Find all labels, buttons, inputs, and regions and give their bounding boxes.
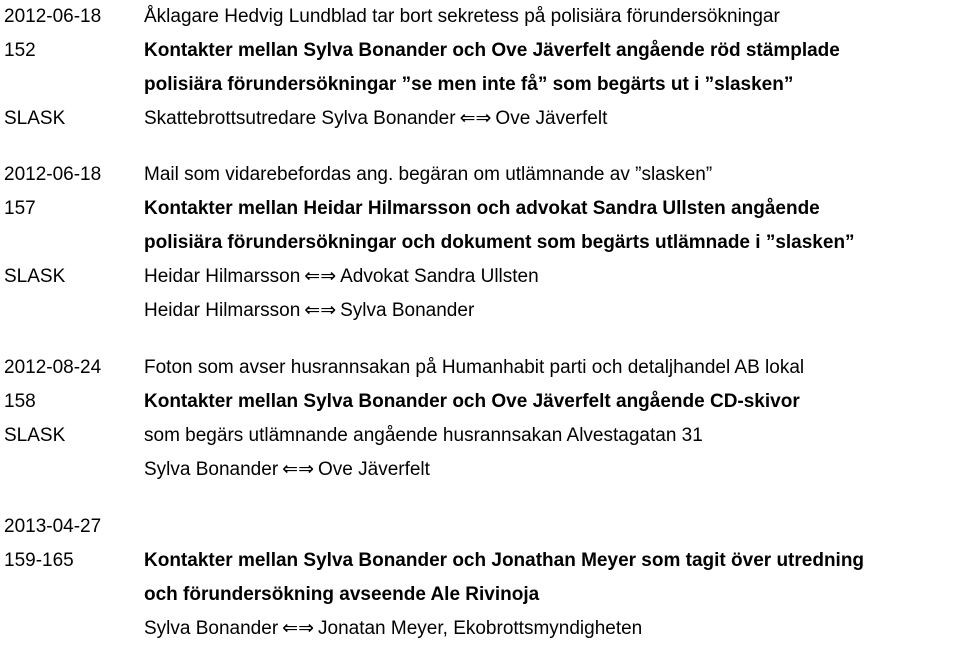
double-arrow-icon: ⇐⇒ bbox=[304, 300, 337, 321]
entry-date: 2012-06-18 bbox=[4, 6, 102, 27]
contact-to: Ove Jäverfelt bbox=[495, 108, 608, 129]
entry-date: 2013-04-27 bbox=[4, 516, 102, 537]
double-arrow-icon: ⇐⇒ bbox=[304, 266, 337, 287]
entry-text: Kontakter mellan Sylva Bonander och Ove Jäverfelt angående CD-skivor bbox=[144, 391, 800, 412]
contact-line bbox=[144, 260, 539, 294]
contact-to: Jonatan Meyer, Ekobrottsmyndigheten bbox=[318, 618, 643, 639]
contact-from: Heidar Hilmarsson bbox=[144, 266, 301, 287]
contact-from: Sylva Bonander bbox=[144, 459, 279, 480]
contact-to: Sylva Bonander bbox=[340, 300, 475, 321]
entry-date: 2012-06-18 bbox=[4, 164, 102, 185]
entry-source: SLASK bbox=[4, 425, 66, 446]
entry-text: Mail som vidarebefordas ang. begäran om utlämnande av ”slasken” bbox=[144, 164, 713, 185]
entry-text: Kontakter mellan Sylva Bonander och Jonathan Meyer som tagit över utredning bbox=[144, 550, 865, 571]
contact-from: Sylva Bonander bbox=[144, 618, 279, 639]
entry-text: polisiära förundersökningar ”se men inte få” som begärts ut i ”slasken” bbox=[144, 74, 794, 95]
contact-line bbox=[144, 453, 430, 487]
contact-line bbox=[144, 294, 474, 328]
contact-to: Advokat Sandra Ullsten bbox=[340, 266, 539, 287]
contact-from: Skattebrottsutredare Sylva Bonander bbox=[144, 108, 456, 129]
entry-text: och förundersökning avseende Ale Rivinoja bbox=[144, 584, 540, 605]
entry-number: 157 bbox=[4, 198, 36, 219]
entry-source: SLASK bbox=[4, 266, 66, 287]
contact-line bbox=[144, 102, 607, 136]
entry-date: 2012-08-24 bbox=[4, 357, 102, 378]
contact-to: Ove Jäverfelt bbox=[318, 459, 430, 480]
entry-number: 152 bbox=[4, 40, 36, 61]
entry-number: 158 bbox=[4, 391, 36, 412]
entry-text: Foton som avser husrannsakan på Humanhabit parti och detaljhandel AB lokal bbox=[144, 357, 805, 378]
entry-text: polisiära förundersökningar och dokument som begärts utlämnade i ”slasken” bbox=[144, 232, 855, 253]
entry-source: SLASK bbox=[4, 108, 66, 129]
double-arrow-icon: ⇐⇒ bbox=[459, 108, 492, 129]
entry-text: Kontakter mellan Heidar Hilmarsson och advokat Sandra Ullsten angående bbox=[144, 198, 820, 219]
entry-text: som begärs utlämnande angående husrannsakan Alvestagatan 31 bbox=[144, 425, 703, 446]
contact-line bbox=[144, 612, 642, 646]
double-arrow-icon: ⇐⇒ bbox=[282, 618, 314, 639]
contact-from: Heidar Hilmarsson bbox=[144, 300, 301, 321]
double-arrow-icon: ⇐⇒ bbox=[282, 459, 314, 480]
entry-text: Åklagare Hedvig Lundblad tar bort sekretess på polisiära förundersökningar bbox=[144, 6, 780, 27]
entry-number: 159-165 bbox=[4, 550, 74, 571]
entry-text: Kontakter mellan Sylva Bonander och Ove Jäverfelt angående röd stämplade bbox=[144, 40, 840, 61]
